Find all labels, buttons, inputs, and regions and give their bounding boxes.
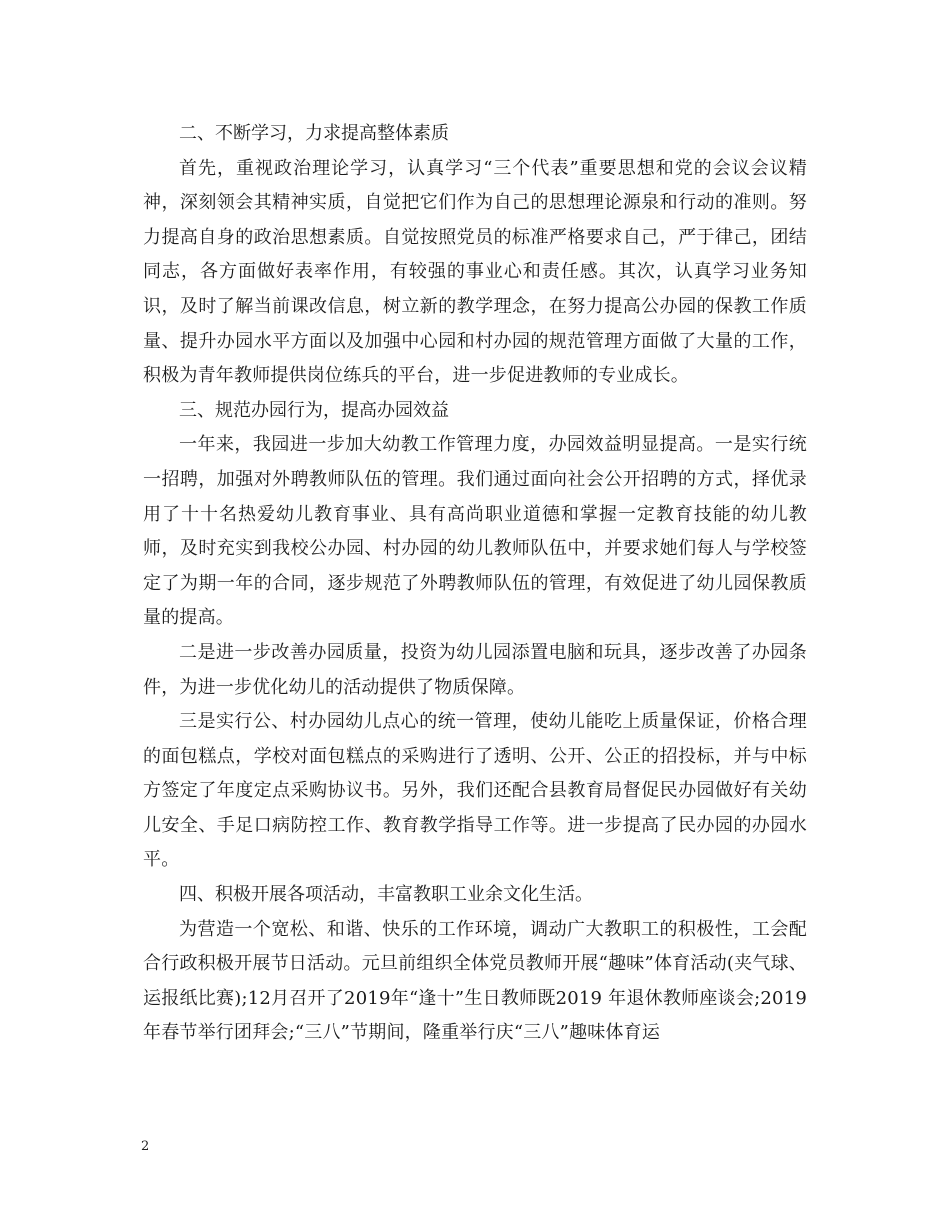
document-body (143, 117, 807, 1051)
page-number: 2 (141, 1139, 150, 1154)
paragraph-year-review: 一年来，我园进一步加大幼教工作管理力度，办园效益明显提高。一是实行统一招聘，加强对外聘教师队伍的管理。我们通过面向社会公开招聘的方式，择优录用了十十名热爱幼儿教育事业、具有高尚职业道德和掌握一定教育技能的幼儿教师，及时充实到我校公办园、村办园的幼儿教师队伍中，并要求她们每人与学校签定了为期一年的合同，逐步规范了外聘教师队伍的管理，有效促进了幼儿园保教质量的提高。 (143, 434, 807, 629)
section-heading-management: 三、规范办园行为，提高办园效益 (179, 399, 449, 421)
paragraph-improvement: 二是进一步改善办园质量，投资为幼儿园添置电脑和玩具，逐步改善了办园条件，为进一步优化幼儿的活动提供了物质保障。 (143, 641, 807, 698)
paragraph-activities: 为营造一个宽松、和谐、快乐的工作环境，调动广大教职工的积极性，工会配合行政积极开展节日活动。元旦前组织全体党员教师开展“趣味”体育活动(夹气球、运报纸比赛);12月召开了2019年“逢十”生日教师既2019 年退休教师座谈会;2019年春节举行团拜会;“三八”节期间，隆重举行庆“三八”趣味体育运 (143, 918, 807, 1044)
section-heading-activities: 四、积极开展各项活动，丰富教职工业余文化生活。 (179, 884, 593, 906)
paragraph-snacks: 三是实行公、村办园幼儿点心的统一管理，使幼儿能吃上质量保证，价格合理的面包糕点，学校对面包糕点的采购进行了透明、公开、公正的招投标，并与中标方签定了年度定点采购协议书。另外，我们还配合县教育局督促民办园做好有关幼儿安全、手足口病防控工作、教育教学指导工作等。进一步提高了民办园的办园水平。 (143, 711, 807, 871)
section-heading-study: 二、不断学习，力求提高整体素质 (179, 123, 449, 144)
paragraph-study: 首先，重视政治理论学习，认真学习“三个代表”重要思想和党的会议会议精神，深刻领会其精神实质，自觉把它们作为自己的思想理论源泉和行动的准则。努力提高自身的政治思想素质。自觉按照党员的标准严格要求自己，严于律己，团结同志，各方面做好表率作用，有较强的事业心和责任感。其次，认真学习业务知识，及时了解当前课改信息，树立新的教学理念，在努力提高公办园的保教工作质量、提升办园水平方面以及加强中心园和村办园的规范管理方面做了大量的工作，积极为青年教师提供岗位练兵的平台，进一步促进教师的专业成长。 (143, 157, 807, 387)
